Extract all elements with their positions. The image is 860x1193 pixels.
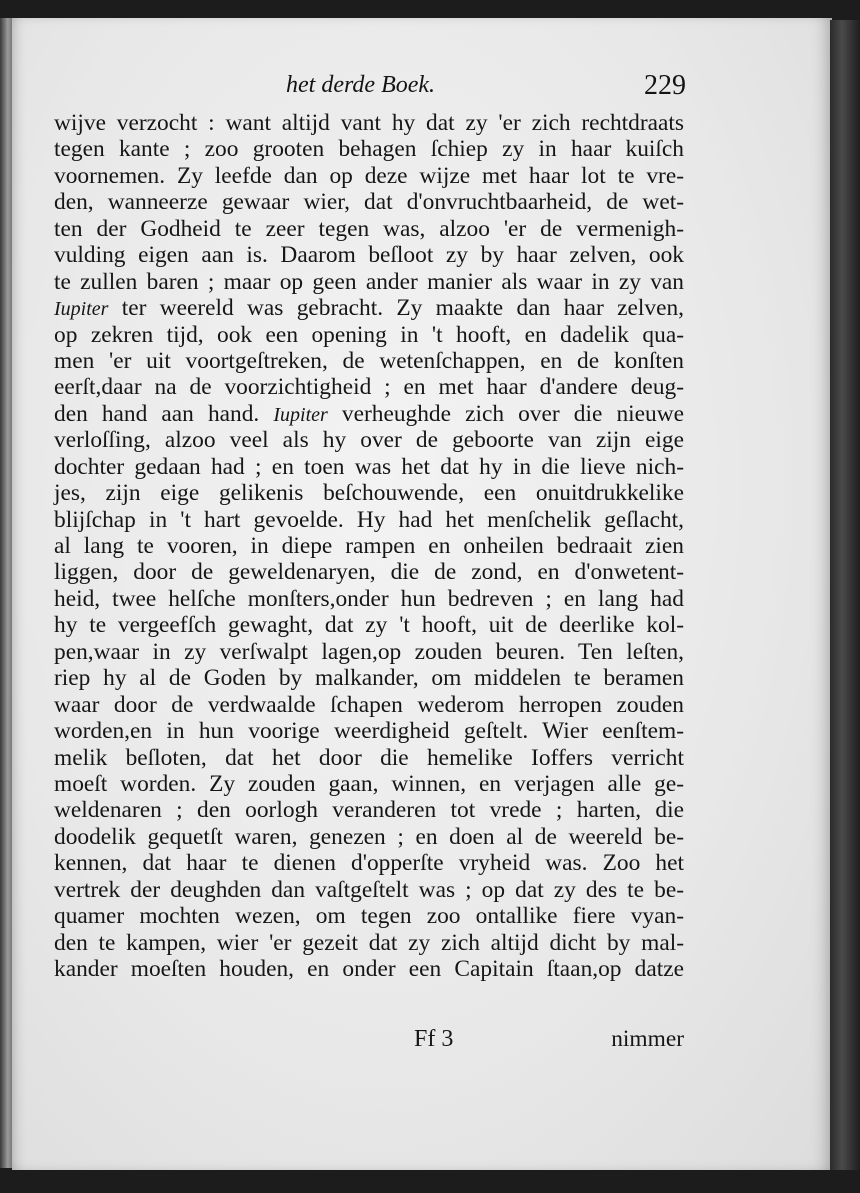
text-line: den hand aan hand. Iupiter verheughde zich over die nieuwe [54,400,684,427]
text-line: weldenaren ; den oorlogh veranderen tot vrede ; harten, die [54,797,684,824]
text-line: tegen kante ; zoo grooten behagen ſchiep zy in haar kuiſch [54,136,684,163]
text-line: ten der Godheid te zeer tegen was, alzoo 'er de vermenigh- [54,215,684,242]
text-line: riep hy al de Goden by malkander, om middelen te beramen [54,665,684,692]
signature-mark: Ff 3 [414,1026,454,1052]
text-line: liggen, door de geweldenaryen, die de zond, en d'onwetent- [54,559,684,586]
text-line: pen,waar in zy verſwalpt lagen,op zouden beuren. Ten leſten, [54,638,684,665]
text-line: vulding eigen aan is. Daarom beſloot zy by haar zelven, ook [54,242,684,269]
text-line: hy te vergeefſch gewaght, dat zy 't hooft, uit de deerlike kol- [54,612,684,639]
page-footer [54,1022,684,1054]
text-line: wijve verzocht : want altijd vant hy dat zy 'er zich rechtdraats [54,110,684,136]
text-line: heid, twee helſche monſters,onder hun bedreven ; en lang had [54,585,684,612]
text-line: waar door de verdwaalde ſchapen wederom herropen zouden [54,691,684,718]
text-line: den te kampen, wier 'er gezeit dat zy zich altijd dicht by mal- [54,929,684,956]
text-line: verloſſing, alzoo veel als hy over de geboorte van zijn eige [54,427,684,454]
text-line: te zullen baren ; maar op geen ander manier als waar in zy van [54,268,684,295]
text-line: men 'er uit voortgeſtreken, de wetenſchappen, en de konſten [54,347,684,374]
body-text [54,110,684,982]
text-line: den, wanneerze gewaar wier, dat d'onvruchtbaarheid, de wet- [54,189,684,216]
text-line: worden,en in hun voorige weerdigheid geſtelt. Wier eenſtem- [54,718,684,745]
text-line: voornemen. Zy leefde dan op deze wijze met haar lot te vre- [54,162,684,189]
text-line: jes, zijn eige gelikenis beſchouwende, een onuitdrukkelike [54,480,684,507]
page-header [276,62,686,102]
text-line: doodelik gequetſt waren, genezen ; en doen al de weereld be- [54,823,684,850]
text-line: melik beſloten, dat het door die hemelike Ioffers verricht [54,744,684,771]
text-line: dochter gedaan had ; en toen was het dat hy in die lieve nich- [54,453,684,480]
running-head: het derde Boek. [286,72,436,98]
catchword: nimmer [611,1026,684,1052]
text-line: al lang te vooren, in diepe rampen en onheilen bedraait zien [54,533,684,559]
text-line: blijſchap in 't hart gevoelde. Hy had het menſchelik geſlacht, [54,506,684,533]
text-line: vertrek der deughden dan vaſtgeſtelt was ; op dat zy des te be- [54,876,684,903]
text-line: quamer mochten wezen, om tegen zoo ontallike fiere vyan- [54,903,684,930]
text-line: moeſt worden. Zy zouden gaan, winnen, en verjagen alle ge- [54,770,684,797]
page-stack-edge [830,20,860,1170]
text-line: eerſt,daar na de voorzichtigheid ; en met haar d'andere deug- [54,374,684,401]
page-number: 229 [644,70,686,101]
text-line: kander moeſten houden, en onder een Capitain ſtaan,op datze [54,956,684,982]
text-line: kennen, dat haar te dienen d'opperſte vryheid was. Zoo het [54,850,684,877]
text-line: op zekren tijd, ook een opening in 't hooft, en dadelik qua- [54,321,684,348]
text-line: Iupiter ter weereld was gebracht. Zy maakte dan haar zelven, [54,295,684,322]
